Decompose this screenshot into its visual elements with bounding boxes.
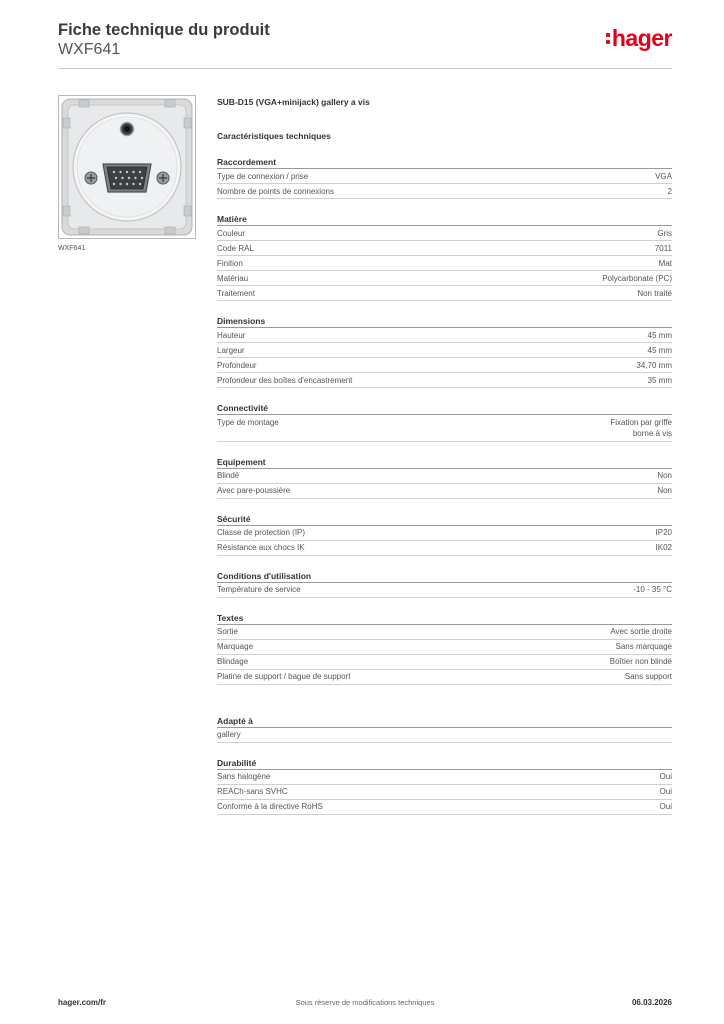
spec-value: 45 mm: [647, 345, 672, 355]
spec-section: [217, 156, 672, 199]
spec-label: Code RAL: [217, 243, 254, 253]
spec-value: Boîtier non blindé: [609, 657, 672, 666]
spec-value: Non: [657, 471, 672, 480]
spec-value: VGA: [655, 171, 672, 181]
spec-value: Sans support: [624, 672, 672, 681]
spec-row: [217, 415, 672, 442]
spec-label: gallery: [217, 730, 241, 739]
section-title: Conditions d'utilisation: [217, 570, 672, 583]
spec-label: Sans halogène: [217, 772, 271, 781]
spec-value: Polycarbonate (PC): [602, 273, 672, 283]
spec-value: Sans marquage: [615, 642, 672, 651]
section-title: Adapté à: [217, 715, 672, 728]
spec-value: Oui: [659, 787, 672, 796]
spec-label: Traitement: [217, 288, 255, 298]
spec-row: [217, 469, 672, 484]
spec-sections: [217, 156, 672, 815]
vga-socket-illustration: [59, 96, 195, 238]
spec-section: [217, 715, 672, 743]
spec-row: [217, 484, 672, 499]
spec-row: [217, 184, 672, 199]
spec-row: [217, 526, 672, 541]
product-image: [58, 95, 196, 239]
spec-value: Avec sortie droite: [610, 627, 672, 636]
spec-row: [217, 670, 672, 685]
document-title: Fiche technique du produit: [58, 21, 270, 39]
spec-value: -10 - 35 °C: [633, 585, 672, 594]
spec-label: Classe de protection (IP): [217, 528, 306, 537]
spec-section: [217, 612, 672, 685]
spec-row: [217, 640, 672, 655]
page-header: [58, 20, 672, 68]
header-divider: [58, 68, 672, 69]
spec-value: Non traité: [637, 288, 672, 298]
footer-date: 06.03.2026: [631, 998, 672, 1007]
spec-value: IK02: [655, 543, 672, 552]
spec-row: [217, 655, 672, 670]
spec-value: IP20: [655, 528, 672, 537]
spec-row: [217, 343, 672, 358]
spec-label: Type de connexion / prise: [217, 171, 309, 181]
spec-label: Matériau: [217, 273, 249, 283]
spec-label: Finition: [217, 258, 243, 268]
spec-row: [217, 256, 672, 271]
spec-row: [217, 373, 672, 388]
spec-value: 2: [667, 186, 672, 196]
spec-label: Résistance aux chocs IK: [217, 543, 305, 552]
section-title: Connectivité: [217, 402, 672, 415]
spec-row: [217, 785, 672, 800]
technical-characteristics-title: Caractéristiques techniques: [217, 131, 331, 141]
spec-label: Marquage: [217, 642, 254, 651]
spec-value: 45 mm: [647, 330, 672, 340]
spec-row: [217, 583, 672, 598]
footer-notice: Sous réserve de modifications techniques: [295, 998, 435, 1007]
spec-label: Température de service: [217, 585, 301, 594]
spec-row: [217, 625, 672, 640]
spec-label: Avec pare-poussière: [217, 486, 291, 495]
spec-label: REACh-sans SVHC: [217, 787, 288, 796]
spec-value: Oui: [659, 772, 672, 781]
section-title: Textes: [217, 612, 672, 625]
spec-value: 35 mm: [647, 375, 672, 385]
hager-logo[interactable]: [606, 26, 672, 50]
product-reference: WXF641: [58, 41, 121, 58]
spec-row: [217, 286, 672, 301]
spec-value: Oui: [659, 802, 672, 811]
footer-website-link[interactable]: hager.com/fr: [58, 998, 107, 1007]
image-caption: WXF641: [58, 245, 86, 252]
spec-row: [217, 328, 672, 343]
logo-text: hager: [611, 25, 672, 51]
spec-section: [217, 213, 672, 301]
spec-row: [217, 271, 672, 286]
spec-row: [217, 241, 672, 256]
spec-value: Mat: [658, 258, 672, 268]
section-title: Durabilité: [217, 757, 672, 770]
spec-section: [217, 315, 672, 388]
spec-value: 7011: [654, 243, 672, 253]
spec-label: Hauteur: [217, 330, 246, 340]
spec-row: [217, 800, 672, 815]
spec-value: 34,70 mm: [636, 360, 672, 370]
spec-label: Platine de support / bague de support: [217, 672, 351, 681]
section-title: Sécurité: [217, 513, 672, 526]
spec-label: Sortie: [217, 627, 238, 636]
spec-section: [217, 757, 672, 815]
section-title: Matière: [217, 213, 672, 226]
spec-label: Couleur: [217, 228, 246, 238]
spec-label: Blindage: [217, 657, 249, 666]
spec-content: [217, 96, 672, 815]
spec-row: [217, 169, 672, 184]
spec-label: Type de montage: [217, 417, 279, 427]
spec-section: [217, 402, 672, 442]
spec-label: Largeur: [217, 345, 245, 355]
section-title: Equipement: [217, 456, 672, 469]
spec-section: [217, 513, 672, 556]
spec-row: [217, 728, 672, 743]
spec-row: [217, 770, 672, 785]
section-title: Raccordement: [217, 156, 672, 169]
product-name: SUB-D15 (VGA+minijack) gallery a vis: [217, 97, 370, 107]
section-title: Dimensions: [217, 315, 672, 328]
spec-label: Blindé: [217, 471, 240, 480]
spec-row: [217, 358, 672, 373]
spec-label: Profondeur des boîtes d'encastrement: [217, 375, 353, 385]
spec-value: Non: [657, 486, 672, 495]
spec-row: [217, 541, 672, 556]
logo-dots-icon: [606, 33, 610, 44]
spec-label: Nombre de points de connexions: [217, 186, 334, 196]
spec-value: Gris: [657, 228, 672, 238]
spec-label: Profondeur: [217, 360, 257, 370]
spec-section: [217, 456, 672, 499]
spec-label: Conforme à la directive RoHS: [217, 802, 323, 811]
spec-row: [217, 226, 672, 241]
spec-section: [217, 570, 672, 598]
spec-value: Fixation par griffe borne à vis: [610, 417, 672, 438]
